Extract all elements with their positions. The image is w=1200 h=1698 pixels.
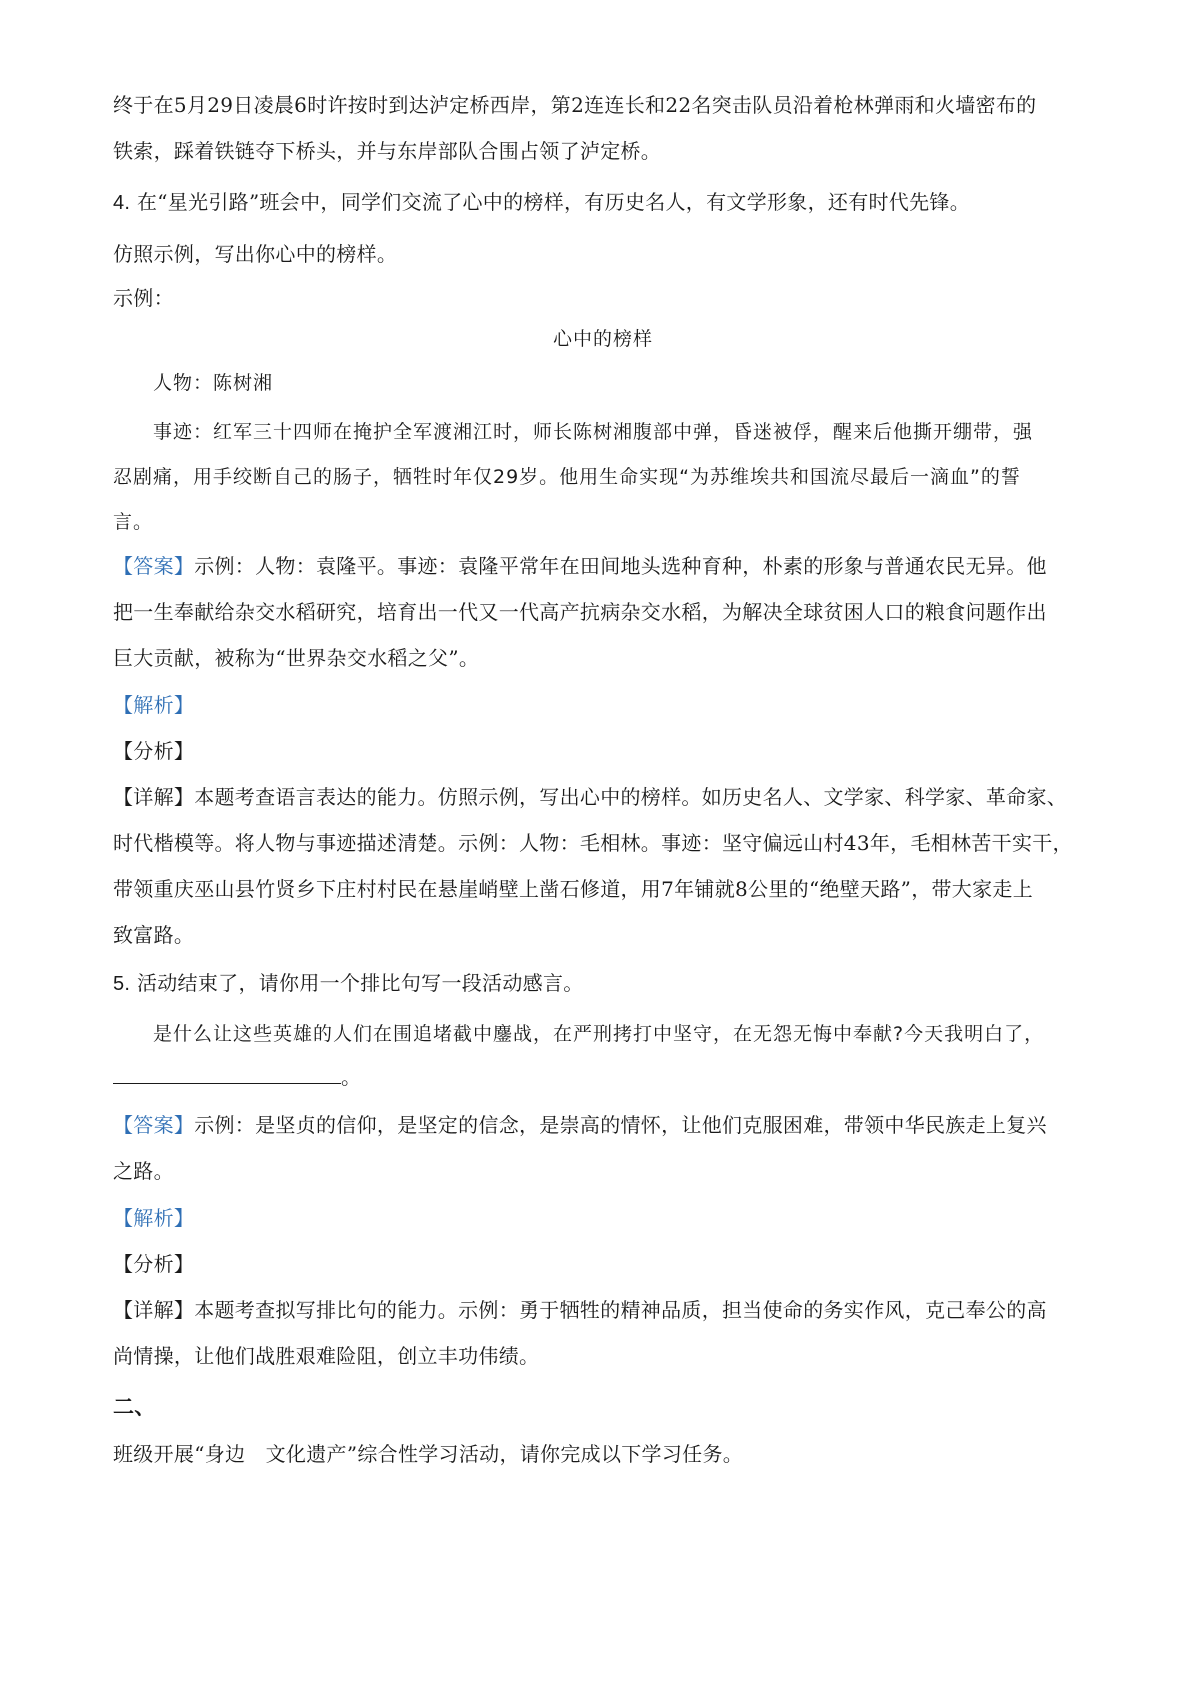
q5-prompt-text: 活动结束了，请你用一个排比句写一段活动感言。: [136, 971, 584, 995]
q4-detail-line-2: 时代楷模等。将人物与事迹描述清楚。示例：人物：毛相林。事迹：坚守偏远山村43年，毛相林苦干实干，: [113, 831, 1073, 855]
q4-example-label: 示例：: [113, 286, 174, 310]
q5-detail-line-2: 尚情操，让他们战胜艰难险阻，创立丰功伟绩。: [113, 1344, 540, 1368]
q5-answer-blank-line: [113, 1055, 1093, 1100]
q4-example-deeds-line-3: 言。: [113, 511, 154, 533]
q4-answer-text-1: 示例：人物：袁隆平。事迹：袁隆平常年在田间地头选种育种，朴素的形象与普通农民无异。他: [194, 554, 1047, 578]
q4-detail-line-4: 致富路。: [113, 923, 195, 947]
intro-line-2: 铁索，踩着铁链夺下桥头，并与东岸部队合围占领了泸定桥。: [113, 139, 662, 163]
q5-analysis-tag: 【解析】: [113, 1206, 195, 1230]
q4-example-title: 心中的榜样: [552, 328, 653, 350]
q5-answer-line-1: [113, 1103, 1093, 1148]
q4-answer-line-1: [113, 544, 1093, 589]
q5-quote-line-1: 是什么让这些英雄的人们在围追堵截中鏖战，在严刑拷打中坚守，在无怨无悔中奉献?今天我明白了，: [153, 1023, 1045, 1045]
q4-fenxi-tag: 【分析】: [113, 739, 195, 763]
q4-instruction: 仿照示例，写出你心中的榜样。: [113, 242, 398, 266]
q5-number: 5.: [113, 973, 131, 995]
q5-detail-text-1: 本题考查拟写排比句的能力。示例：勇于牺牲的精神品质，担当使命的务实作风，克己奉公的高: [194, 1298, 1047, 1322]
q4-analysis-tag: 【解析】: [113, 693, 195, 717]
q4-example-deeds-line-2: 忍剧痛，用手绞断自己的肠子，牺牲时年仅29岁。他用生命实现“为苏维埃共和国流尽最后一滴血”的誓: [113, 466, 1021, 488]
q4-detail-line-1: [113, 775, 1093, 820]
section-two-heading: 二、: [113, 1394, 156, 1419]
q4-number: 4.: [113, 192, 131, 214]
intro-line-1: 终于在5月29日凌晨6时许按时到达泸定桥西岸，第2连连长和22名突击队员沿着枪林弹雨和火墙密布的: [113, 93, 1037, 117]
q4-prompt: [113, 180, 1093, 226]
q4-example-deeds-line-1: 事迹：红军三十四师在掩护全军渡湘江时，师长陈树湘腹部中弹，昏迷被俘，醒来后他撕开绷带，强: [153, 421, 1034, 443]
q5-prompt: [113, 961, 1093, 1007]
q4-example-person: 人物：陈树湘: [153, 372, 274, 394]
q4-prompt-text: 在“星光引路”班会中，同学们交流了心中的榜样，有历史名人，有文学形象，还有时代先锋。: [136, 190, 971, 214]
q5-answer-line-2: 之路。: [113, 1159, 174, 1183]
q5-detail-tag: 【详解】: [113, 1298, 195, 1322]
q5-fenxi-tag: 【分析】: [113, 1252, 195, 1276]
q4-answer-tag: 【答案】: [113, 554, 195, 578]
q5-quote-end: 。: [341, 1065, 362, 1089]
q5-answer-tag: 【答案】: [113, 1113, 195, 1137]
answer-blank[interactable]: [113, 1059, 341, 1084]
section-two-intro: 班级开展“身边 文化遗产”综合性学习活动，请你完成以下学习任务。: [113, 1442, 744, 1466]
q4-detail-text-1: 本题考查语言表达的能力。仿照示例，写出心中的榜样。如历史名人、文学家、科学家、革命家、: [194, 785, 1068, 809]
q4-answer-line-2: 把一生奉献给杂交水稻研究，培育出一代又一代高产抗病杂交水稻，为解决全球贫困人口的粮食问题作出: [113, 600, 1047, 624]
q4-detail-tag: 【详解】: [113, 785, 195, 809]
q5-answer-text-1: 示例：是坚贞的信仰，是坚定的信念，是崇高的情怀，让他们克服困难，带领中华民族走上复兴: [194, 1113, 1047, 1137]
q5-detail-line-1: [113, 1288, 1093, 1333]
q4-detail-line-3: 带领重庆巫山县竹贤乡下庄村村民在悬崖峭壁上凿石修道，用7年铺就8公里的“绝壁天路”，带大家走上: [113, 877, 1033, 901]
q4-answer-line-3: 巨大贡献，被称为“世界杂交水稻之父”。: [113, 646, 480, 670]
